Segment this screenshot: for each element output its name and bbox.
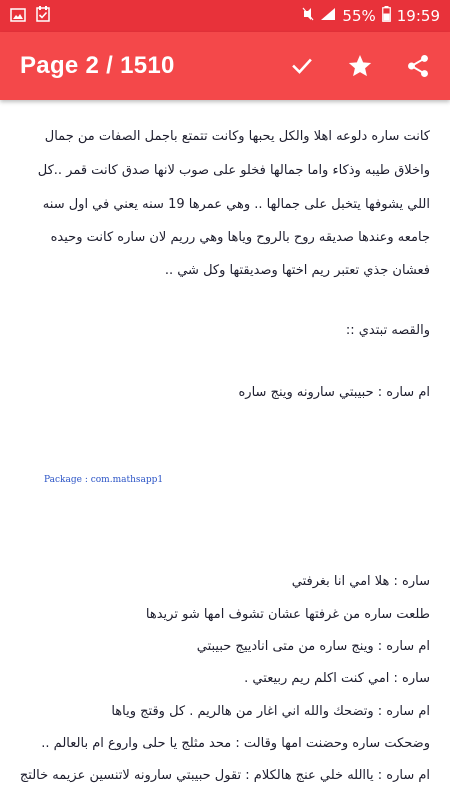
- text-line: جامعه وعندها صديقه روح بالروح وياها وهي رريم لان ساره كانت وحيده: [50, 230, 430, 245]
- text-line: وضحكت ساره وحضنت امها وقالت : محد مثلج يا حلى واروع ام بالعالم ..: [41, 736, 430, 751]
- share-icon[interactable]: [404, 52, 432, 80]
- page-content: [0, 100, 450, 800]
- status-right-icons: [302, 6, 440, 26]
- text-line: فعشان جذي تعتبر ريم اختها وصديقتها وكل شي ..: [164, 263, 430, 278]
- page-title: Page 2 / 1510: [20, 52, 175, 79]
- text-line: ام ساره : وتضحك والله اني اغار من هالريم . كل وقتج وياها: [111, 704, 430, 719]
- star-icon[interactable]: [346, 52, 374, 80]
- clock: 19:59: [396, 7, 440, 25]
- status-left-icons: [10, 6, 50, 26]
- text-line: اللي يشوفها يتخبل على جمالها .. وهي عمرها 19 سنه يعني في اول سنه: [42, 197, 430, 212]
- checkbox-icon: [36, 6, 50, 26]
- battery-percentage: 55%: [342, 7, 376, 25]
- text-line: والقصه تبتدي ::: [345, 323, 430, 338]
- battery-icon: [382, 6, 391, 26]
- app-bar-actions: [288, 52, 432, 80]
- signal-icon: [320, 7, 336, 25]
- text-line: ام ساره : وينج ساره من متى انادييج حبيبتي: [196, 639, 430, 654]
- text-line: ساره : هلا امي انا بغرفتي: [291, 574, 430, 589]
- text-line: ساره : امي كنت اكلم ريم ربيعتي .: [244, 671, 430, 686]
- mute-icon: [302, 7, 314, 25]
- status-bar: [0, 0, 450, 32]
- app-bar: [0, 32, 450, 100]
- check-icon[interactable]: [288, 52, 316, 80]
- text-line: ام ساره : ياالله خلي عنج هالكلام : تقول حبيبتي سارونه لاتنسين عزيمه خالتج: [20, 768, 430, 783]
- text-line: طلعت ساره من غرفتها عشان تشوف امها شو تريدها: [145, 607, 430, 622]
- text-line: ام ساره : حبيبتي سارونه وينج ساره: [238, 385, 430, 400]
- package-label: Package : com.mathsapp1: [44, 475, 164, 485]
- image-icon: [10, 7, 26, 26]
- text-line: كانت ساره دلوعه اهلا والكل يحبها وكانت تتمتع باجمل الصفات من جمال: [44, 129, 430, 144]
- text-line: واخلاق طيبه وذكاء واما جمالها فخلو على صوب لانها صدق كانت قمر ..كل: [37, 163, 430, 178]
